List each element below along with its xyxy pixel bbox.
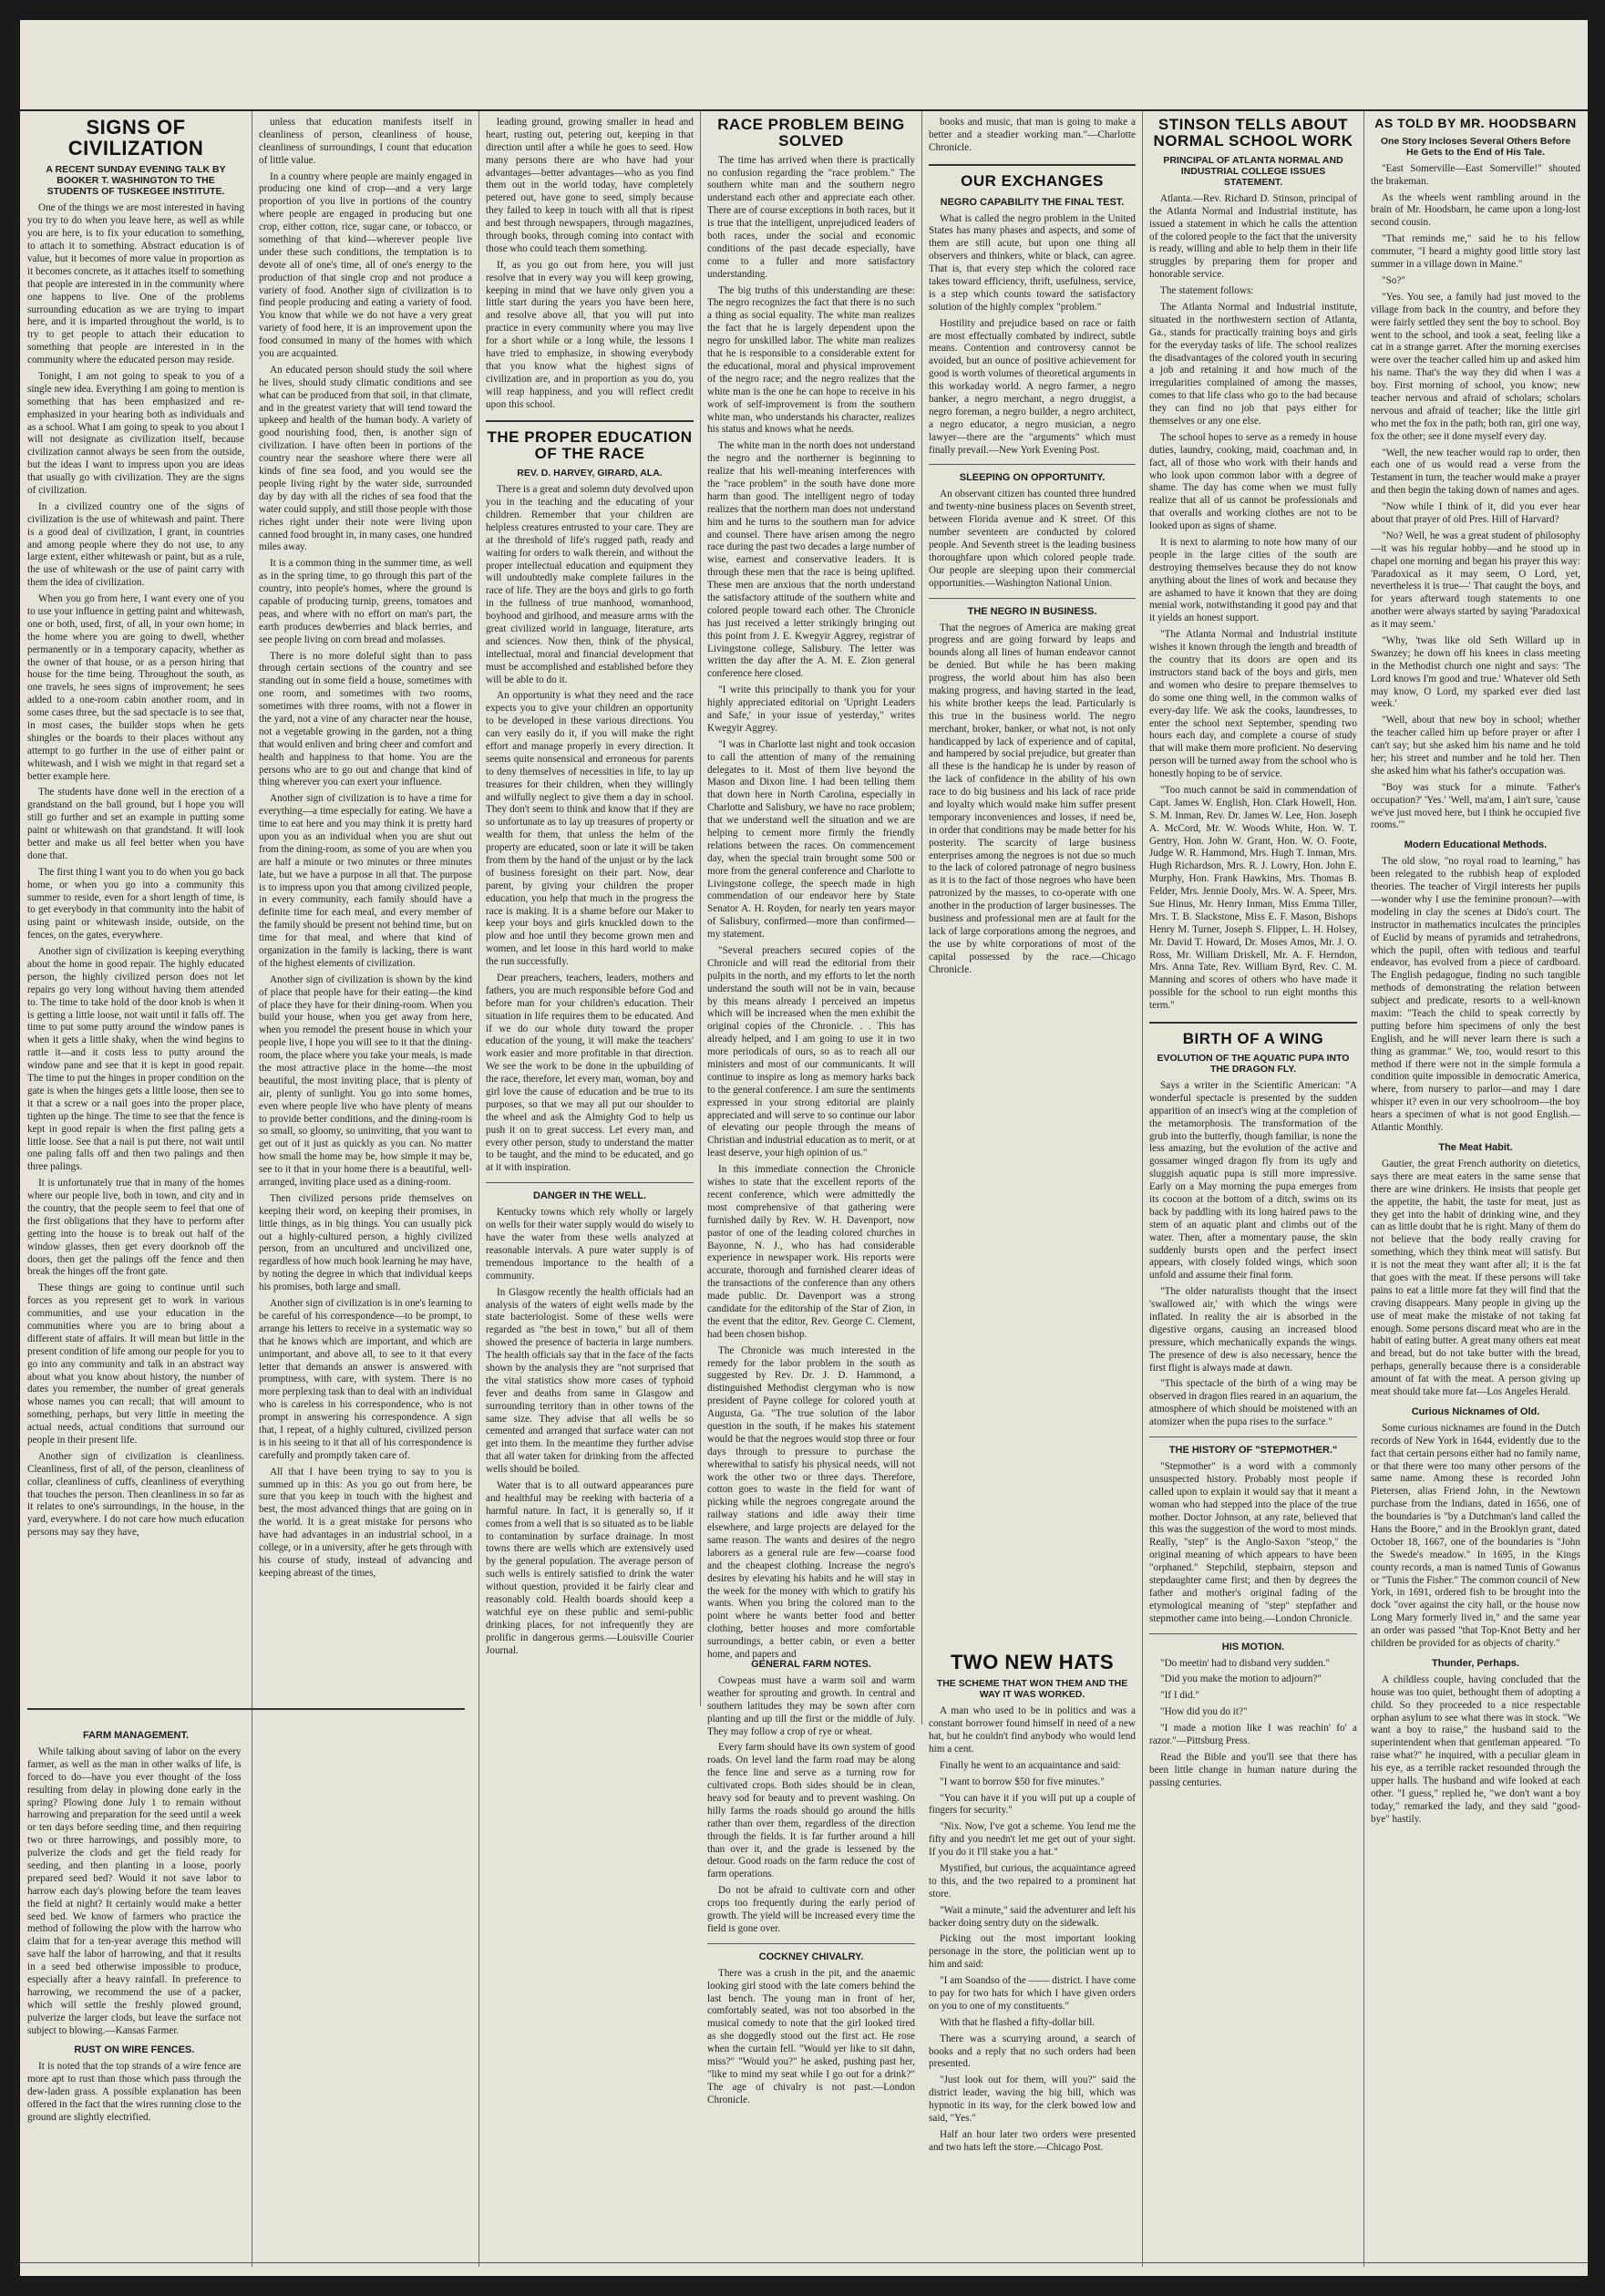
article-body [1371, 856, 1580, 1135]
column-rule [700, 111, 701, 1706]
paragraph: Tonight, I am not going to speak to you of a single new idea. Everything I am going to mention is something that has been emphasized and re-emphasized in your hearing both as individuals and as a school. What I am going to speak to you about I will not designate as civilization itself, because civilization cannot always be seen from the outside, but the ideas I want to impress upon you are ideas that usually go with civilization. They are the signs of civilization. [27, 370, 244, 496]
paragraph: "I made a motion like I was reachin' fo' a razor."—Pittsburg Press. [1149, 1723, 1357, 1747]
subhead: EVOLUTION OF THE AQUATIC PUPA INTO THE DRAGON FLY. [1157, 1052, 1350, 1075]
subhead-meat-habit: The Meat Habit. [1438, 1141, 1513, 1153]
paragraph: Dear preachers, teachers, leaders, mothers and fathers, you are much responsible before God and before man for your children's education. Their situation in life requires them to be educated. And if we do our whole duty toward the proper education of the young, it will make the teachers' work easier and more profitable in that direction. We see the work to be done in the upbuilding of the race, therefore, let every man, woman, boy and girl love the cause of education and be true to its purposes, so that we may all put our shoulder to the wheel and ask the Almighty God to help us push it on to great success. Let every man, and every other person, study to understand the matter to be taught, and the mind to be educated, and go at it with inspiration. [486, 973, 694, 1174]
headline-stinson: STINSON TELLS ABOUT NORMAL SCHOOL WORK [1153, 117, 1353, 149]
paragraph: The statement follows: [1160, 285, 1254, 297]
headline-birth-of-a-wing: BIRTH OF A WING [1182, 1029, 1324, 1047]
headline-race-problem: RACE PROBLEM BEING SOLVED [717, 117, 905, 149]
paragraph: "Boy was stuck for a minute. 'Father's occupation?' 'Yes.' 'Well, ma'am, I ain't sure, 'cause we've just moved here, but I think he occupied five rooms.'" [1371, 781, 1580, 831]
paragraph: It is noted that the top strands of a wire fence are more apt to rust than those which pass through the dew-laden grass. A possible explanation has been offered in the fact that the wires running close to the ground are slightly electrified. [27, 2061, 242, 2124]
paragraph: Water that is to all outward appearances pure and healthful may be reeking with bacteria of a harmful nature. In fact, it is generally so, if it comes from a well that is so situated as to be liable to contamination by surface drainage. In most towns there are wells which are extensively used by the general population. The average person of such wells is entirely satisfied to drink the water without question, provided it be fairly clear and reasonably cold. Health boards should keep a watchful eye on these public and semi-public drinking places, for not infrequently they are prolific in dangerous germs.—Louisville Courier Journal. [486, 1479, 694, 1656]
headline-our-exchanges: OUR EXCHANGES [961, 171, 1104, 190]
paragraph: Cowpeas must have a warm soil and warm weather for sprouting and growth. In central and southern latitudes they may be sown after corn planting and up till the first or the middle of July. They may follow a crop of rye or wheat. [707, 1675, 915, 1737]
paragraph: "I write this principally to thank you for your highly appreciated editorial on 'Upright Leaders and Safe,' in your issue of yesterday," writes Kwegyir Aggrey. [707, 685, 915, 734]
paragraph: "Just look out for them, will you?" said the district leader, waving the big bill, which was hypnotic in its way, for the clerk bowed low and said, "Yes." [929, 2075, 1136, 2125]
bottom-rule [20, 2262, 1588, 2263]
top-rule [20, 109, 1588, 111]
article-body [1371, 163, 1580, 833]
subhead-sleeping: SLEEPING ON OPPORTUNITY. [959, 472, 1106, 484]
paragraph: Gautier, the great French authority on dietetics, says there are meat eaters in the same sense that there are wine drinkers. He insists that people get the appetite, the habit, the taste for meat, just as they get into the habit of drinking wine, and they can as little doubt that he is right. Many of them do not believe that the body really craving for something, which they think meat will satisfy. But it is not the meat they want after all; it is the fat that goes with the meat. If these persons will take pains to eat a little more fat they will find that the craving disappears. Many people in giving up the use of meat make the mistake of not taking fat enough. Some persons discard meat who are in the habit of eating butter. A great many others eat meat and bread, but do not take butter with the bread, perhaps, generally because there is a considerable amount of fat with the meat. A person giving up meat should take more fat—Los Angeles Herald. [1371, 1158, 1580, 1397]
subhead: A RECENT SUNDAY EVENING TALK BY BOOKER T. WASHINGTON TO THE STUDENTS OF TUSKEGEE INSTITUTE. [46, 164, 226, 198]
subhead-stepmother: THE HISTORY OF "STEPMOTHER." [1168, 1445, 1338, 1456]
paragraph: Another sign of civilization is keeping everything about the home in good repair. The highly educated person, the highly civilized person does not let repairs go very long without having them attended to. The time to take hold of the door knob is when it is getting a little loose, not wait until it falls off. The time to put some putty around the window panes is when it gets a little shaky, when the wind begins to rattle it—and it costs less to putty around the window pane and see that it is kept in good repair. The time to put the hinges in proper condition on the gate is when the hinges gets a little loose, then see to it that a screw or a nail goes into the proper place, tighten up the hinge. The time to see that the fence is kept in good repair is when the first paling gets a little loose. See that a nail is put there, not wait until one paling falls off and then two palings and then three palings. [27, 946, 244, 1173]
paragraph: "The older naturalists thought that the insect 'swallowed air,' with which the wings were inflated. In reality the air is absorbed in the digestive organs, causing an increased blood pressure, which mechanically expands the wings. The presence of dew is also necessary, hence the first flight is always made at dawn. [1149, 1286, 1357, 1374]
article-body [707, 1675, 915, 1936]
headline-hoodsbarn: AS TOLD BY MR. HOODSBARN [1374, 117, 1577, 130]
headline-proper-education: THE PROPER EDUCATION OF THE RACE [487, 428, 693, 463]
newspaper-page [20, 20, 1588, 2276]
paragraph: "I was in Charlotte last night and took occasion to call the attention of many of the remaining delegates to it. Most of them live beyond the Mason and Dixon line. I had been telling them that down here in North Carolina, especially in Charlotte and Salisbury, we have no race problem; that we understand well the situation and we are helping to cement more firmly the friendly relations between the races. On commencement day, when the special train brought some 500 or more from the general conference and Charlotte to Livingstone college, the speech made in high commendation of our endeavor here by State Senator A. H. Royden, for nearly ten years mayor of Salisbury, confirmed—more than confirmed—my statement. [707, 738, 915, 941]
headline-general-farm-notes: GENERAL FARM NOTES. [751, 1659, 871, 1670]
subhead: THE SCHEME THAT WON THEM AND THE WAY IT WAS WORKED. [936, 1678, 1128, 1701]
paragraph: "That reminds me," said he to his fellow commuter, "I heard a mighty good little story last summer in a village down in Maine." [1371, 233, 1580, 271]
paragraph: "Wait a minute," said the adventurer and left his backer doing sentry duty on the sidewalk. [929, 1904, 1136, 1929]
section-rule [1149, 1436, 1357, 1437]
paragraph: If, as you go out from here, you will just resolve that in every way you will keep growing, keeping in mind that we have only given you a little start during the years you have been here, and resolve above all, that you will put into practice in every community where you may live for a short while or a long while, the lessons I have tried to emphasize, in showing everybody that you know what the highest signs of civilization are, and in proportion as you do, you will reap happiness, and you will reflect credit upon this school. [486, 259, 694, 410]
column-2 [259, 117, 472, 1721]
article-body [929, 489, 1136, 590]
paragraph: unless that education manifests itself in cleanliness of person, cleanliness of house, cleanliness of surroundings, I count that education of little value. [259, 117, 472, 166]
article-body [929, 213, 1136, 458]
paragraph: As the wheels went rambling around in the brain of Mr. Hoodsbarn, he came upon a long-lost second cousin. [1371, 191, 1580, 229]
paragraph: "I want to borrow $50 for five minutes." [940, 1776, 1105, 1787]
column-7 [1371, 117, 1580, 2260]
subhead-rust-on-wire-fences: RUST ON WIRE FENCES. [74, 2044, 195, 2056]
article-body [707, 1968, 915, 2107]
paragraph: Atlanta.—Rev. Richard D. Stinson, principal of the Atlanta Normal and Industrial institute, has issued a statement in which he calls the attention of the colored people to the fact that the university is ready, willing and able to help them in their life struggles by preparing them for proper and honorable service. [1149, 192, 1357, 281]
paragraph: leading ground, growing smaller in head and heart, rusting out, petering out, keeping in that direction until after a while he goes to seed. How many persons there are who have had your advantages—better advantages—who as you find them out in the world today, have completely petered out, have gone to seed, simply because they failed to keep in touch with all that is ripest and best through newspapers, through magazines, through books, through coming into contact with those who could teach them something. [486, 117, 694, 254]
subhead: One Story Incloses Several Others Before He Gets to the End of His Tale. [1380, 135, 1571, 158]
paragraph: Says a writer in the Scientific American: "A wonderful spectacle is presented by the sudden apparition of an insect's wing at the completion of the metamorphosis. The transformation of the grub into the butterfly, though familiar, is none the less amazing, but the evolution of the active and gossamer winged dragon fly from its ugly and sluggish aquatic pupa is still more impressive. Early on a May morning the pupa emerges from its cocoon at the bottom of a ditch, swims on its back by paddling with its long haired paws to the stem of an aquatic plant and climbs out of the water. Then, after a momentary pause, the skin suddenly bursts open and the perfect insect appears, with closely folded wings, which soon unfold and assume their final form. [1149, 1079, 1357, 1282]
paragraph: In a country where people are mainly engaged in producing one kind of crop—and a very large proportion of you live in portions of the country where people are engaged in producing but one crop, either cotton, rice, sugar cane, or tobacco, or something of that kind—wherever people live under these such conditions, the temptation is to devote all of one's time, all of one's energy to the production of that single crop and not produce a variety of food. Another sign of civilization is to find people producing and eating a variety of food. You know that while we do not have a very great variety of food here, it is an improvement upon the food consumed in many of the homes with which you are acquainted. [259, 170, 472, 360]
paragraph: Then civilized persons pride themselves on keeping their word, on keeping their promises, in little things, as in big things. You can usually pick out a highly-cultured person, a highly civilized person, from an uncultured and uncivilized one, regardless of how much book learning he may have, by noting the degree in which that individual keeps his promises, both large and small. [259, 1192, 472, 1293]
section-rule [27, 1708, 465, 1710]
paragraph: Half an hour later two orders were presented and two hats left the store.—Chicago Post. [929, 2128, 1136, 2153]
headline-two-new-hats: TWO NEW HATS [950, 1652, 1115, 1673]
article-body [259, 117, 472, 1580]
section-rule [929, 598, 1136, 599]
article-body [929, 623, 1136, 977]
paragraph: "This spectacle of the birth of a wing may be observed in dragon flies reared in an aquarium, the atmosphere of which should be moistened with an atomizer when the pupa rises to the surface." [1149, 1378, 1357, 1428]
paragraph: Mystified, but curious, the acquaintance agreed to this, and the two repaired to a prominent hat store. [929, 1863, 1136, 1900]
paragraph: Every farm should have its own system of good roads. On level land the farm road may be along the fence line and serve as a turning row for cultivated crops. Both sides should be in clean, heavy sod for beauty and to prevent washing. On hilly farms the roads should go around the hills rather than over them, regardless of the direction through the fields. It is far further around a hill than over it, and the grade is lessened by the detour. Good roads on the farm reduce the cost of farm operations. [707, 1742, 915, 1880]
paragraph: "So?" [1382, 274, 1405, 286]
paragraph: Another sign of civilization is shown by the kind of place that people have for their eating—the kind of place they have for their dining-room. When you build your house, when you get away from here, when you remodel the present house in which your people live, I hope you will see to it that the dining-room, the place where you take your meals, is made the most attractive place in the home—the most beautiful, the most inviting place, that is plenty of air, plenty of sunlight. You go into some homes, even where people live who have plenty of means to provide better conditions, and the dining-room is so small, so gloomy, so uninviting, that you want to get out of it just as quickly as you can. No matter how small the home may be, how simple it may be, see to it that in your home there is a beautiful, well-arranged, inviting place used as a dining-room. [259, 973, 472, 1189]
column-rule [1142, 111, 1143, 2267]
paragraph: What is called the negro problem in the United States has many phases and aspects, and some of them are still acute, but upon one thing all observers and thinkers, white or black, can agree. That is, that every step which the colored race takes toward efficiency, thrift, usefulness, service, is a step which counts toward the satisfactory solution of the highly complex "problem." [929, 212, 1136, 313]
paragraph: In a civilized country one of the signs of civilization is the use of whitewash and paint. There is a good deal of civilization, I grant, in countries and among people where they do not use, to any large extent, either whitewash or paint, but as a rule, the use of whitewash or the use of paint carry with them the idea of civilization. [27, 500, 244, 589]
column-rule [921, 111, 922, 1725]
article-body [27, 202, 244, 1539]
paragraph: That the negroes of America are making great progress and are going forward by leaps and bounds along all lines of human endeavor cannot be denied. But while he has been making progress, the world about him has also been making progress, and having started in the lead, his white brother keeps the lead. Particularly is this true in the business world. The negro merchant, broker, banker, or what not, is not only handicapped by lack of experience and of capital, and hampered by social prejudice, but greater than all these is the handicap he is under by reason of the lack of confidence in the ability of his own race to do big business and his lack of race pride and loyalty which would make him suffer present temporary inconveniences and losses, if need be, in order that conditions may be made better for his posterity. The scarcity of large business enterprises among the negroes is not due so much to the lack of colored patronage of negro business as it is to the fact of those negroes who have been patronized by the masses, to co-operate with one another in the production of larger businesses. The business and professional men are at fault for the lack of large corporations among the negroes, and the use by white corporations of most of the capital possessed by the race.—Chicago Chronicle. [929, 622, 1136, 975]
paragraph: "No? Well, he was a great student of philosophy—it was his regular hobby—and he stood up in chapel one morning and began his prayer this way: 'Paradoxical as it may seem, O Lord, yet, nevertheless it is true—' That caught the boys, and for years afterward tough statements to one another were always started by saying 'Paradoxical as it may seem.' [1371, 530, 1580, 631]
paragraph: One of the things we are most interested in having you try to do when you leave here, as well as while you are here, is to fix your education to something, to attach it to something. Abstract education is of value, but it becomes of more value in proportion as it becomes concrete, as it attaches itself to something that people are interested in in the community where one happens to live. One of the problems surrounding education as we are trying to impart here, and it is imparted throughout the world, is to try to get people to attach their education to something that people are interested in in the community where the educated person may reside. [27, 202, 244, 366]
section-rule [486, 420, 694, 422]
subhead-his-motion: HIS MOTION. [1221, 1641, 1285, 1653]
paragraph: It is a common thing in the summer time, as well as in the spring time, to go through this part of the country, into people's homes, where the ground is capable of producing turnip, greens, tomatoes and peas, and where with no effort on man's part, the earth produces dewberries and black berries, and see people living on corn bread and molasses. [259, 558, 472, 645]
paragraph: There was a crush in the pit, and the anaemic looking girl stood with the late comers behind the last bench. The young man in front of her, comfortably seated, was not too absorbed in the musical comedy to note that the girl looked tired as she doggedly stood out the first act. He rose when the curtain fell. "Would yer like to sit dahn, miss?" "Would you?" he asked, pushing past her, "like to mind my seat while I go out for a drink?" The age of chivalry is not past.—London Chronicle. [707, 1967, 915, 2106]
paragraph: The big truths of this understanding are these: The negro recognizes the fact that there is no such a thing as social equality. The white man realizes the fact that he is largely dependent upon the negro for unskilled labor. The white man realizes that he is responsible to a considerable extent for the educational, moral and physical improvement of the negro race; and the negro realizes that the white man is the one he can hope to receive in his work of self-improvement is from the southern white man, who understands his character, realizes his status and knows what he needs. [707, 284, 915, 436]
paragraph: The first thing I want you to do when you go back home, or when you go into a community this summer to reside, even for a short length of time, is to get everybody in that community into the habit of using paint or whitewash inside, outside, on the fences, on the gates, everywhere. [27, 866, 244, 942]
subhead-thunder: Thunder, Perhaps. [1432, 1657, 1519, 1669]
section-rule [707, 1943, 915, 1944]
subhead-cockney-chivalry: COCKNEY CHIVALRY. [758, 1951, 864, 1962]
two-new-hats-article [929, 1652, 1136, 2260]
paragraph: "Now while I think of it, did you ever hear about that prayer of old Pres. Hill of Harvard? [1371, 501, 1580, 525]
paragraph: "Nix. Now, I've got a scheme. You lend me the fifty and you needn't let me get out of your sight. If you do it I'll stake you a hat." [929, 1821, 1136, 1858]
paragraph: The school hopes to serve as a remedy in house duties, laundry, cooking, maid, coachman and, in fact, all of those who work with their hands and who look upon common labor with a degree of shame. The day has come when we must fully realize that all of us cannot be professionals and that overalls and working clothes are not to be looked upon as signs of shame. [1149, 431, 1357, 532]
paragraph: Another sign of civilization is to have a time for everything—a time especially for eating. We have a time to eat here and you may think it is pretty hard upon you as an individual when you are shut out from the dining-room, as some of you are when you are half a minute or two minutes or three minutes late, but we have a purpose in all that. The purpose is to impress upon you that among civilized people, in every community, each family should have a definite time for each meal, and every member of the family should be present not behind time, but on time for that meal, and where that kind of organization in the family is lacking, there is want of the highest elements of civilization. [259, 793, 472, 969]
paragraph: Kentucky towns which rely wholly or largely on wells for their water supply would do wisely to have the water from these wells analyzed at reasonable intervals. A pure water supply is of tremendous importance to the health of a community. [486, 1207, 694, 1282]
paragraph: "I am Soandso of the —— district. I have come to pay for two hats for which I have given orders on you to one of my constituents." [929, 1975, 1136, 2012]
column-1 [27, 117, 244, 1721]
paragraph: Some curious nicknames are found in the Dutch records of New York in 1644, evidently due to the fact that certain persons either had no family name, or that there were too many other persons of the same name. Among these is recorded John Pietersen, alias Friend John, in the Newtown purchase from the Indians, dated in 1656, one of the boundaries is "by a Dutchman's land called the Hans the Boore," and in the Brooklyn grant, dated October 18, 1667, one of the boundaries is "John the Swede's meadow." In 1695, in the Kings county records, a man is named Tunis of Gowanus or "Tunis the Fisher." The common council of New York, in 1691, ordered fish to be brought into the dock "over against the city hall, or the house now Long Mary formerly lived in," and the same year an order was passed "that Top-Knot Betty and her children be provided for as objects of charity." [1371, 1422, 1580, 1649]
paragraph: "The Atlanta Normal and Industrial institute wishes it known through the length and breadth of the country that its doors are open and its instructors stand back of the boys and girls, men and women who desire to prepare themselves to do some one thing well, in the common walks of every-day life. We ask the cooks, laundresses, to enter the school next September, spending two hours each day, and complete a course of study that will make them more proficient. No deserving person will be turned away from the school who is honestly hoping to be of service. [1149, 629, 1357, 780]
paragraph: While talking about saving of labor on the every farmer, as well as the man in other walks of life, is forced to do—have you ever thought of the loss resulting from delay in plowing done early in the spring? Plowing done July 1 to remain without harrowing and preparation for the seed until a week or ten days before seeding time, and then requiring two or three harrowings, and possibly more, to pulverize the clods and get the field ready for seeding, and then planting in a loose, poorly prepared seed bed? Would it not save labor to harrow each day's plowing before the team leaves the field at night? It certainly would make a better seed bed. We know of farmers who practice the method of following the plow with the harrow who claim that for a ten-year average this method will save half the labor of harrowing, and that it results in a seed bed otherwise impossible to produce, especially after a heavy rainfall. In preference to harrowing, we recommend the use of a packer, which will settle the freshly plowed ground, pulverize the larger clods, but leave the surface not subject to blowing.—Kansas Farmer. [27, 1746, 242, 2036]
paragraph: Picking out the most important looking personage in the store, the politician went up to him and said: [929, 1933, 1136, 1971]
paragraph: Do not be afraid to cultivate corn and other crops too frequently during the early period of growth. The yield will be increased every time the field is gone over. [707, 1885, 915, 1934]
paragraph: Finally he went to an acquaintance and said: [940, 1759, 1121, 1771]
article-body [929, 1705, 1136, 2155]
column-rule [1363, 111, 1364, 2267]
column-5 [929, 117, 1136, 1721]
paragraph: Another sign of civilization is in one's learning to be careful of his correspondence—to be prompt, to arrange his letters to receive in a systematic way so that he knows which are important, and which are unimportant, and above all, to see to it that every letter that demands an answer is answered with promptness, with care, with system. There is no more perplexing task than to deal with an individual who is careless in his correspondence, who is not prompt in answering his correspondence. A sign that, I repeat, of a highly cultured, civilized person is in his seeing to it that all of his correspondence is carefully and promptly taken care of. [259, 1298, 472, 1461]
column-3 [486, 117, 694, 1721]
paragraph: "You can have it if you will put up a couple of fingers for security." [929, 1792, 1136, 1817]
article-body [1371, 1674, 1580, 1827]
subhead: PRINCIPAL OF ATLANTA NORMAL AND INDUSTRIAL COLLEGE ISSUES STATEMENT. [1163, 154, 1343, 188]
article-body [1149, 1658, 1357, 1790]
paragraph: The time has arrived when there is practically no confusion regarding the "race problem." The southern white man and the southern negro understand each other and appreciate each other. There are of course exceptions in both races, but it is true that the intelligent, unprejudiced leaders of both races, under the social and economic conditions of the past decade especially, have come to a fuller and more satisfactory understanding. [707, 154, 915, 280]
section-rule [486, 1182, 694, 1183]
paragraph: There is a great and solemn duty devolved upon you in the teaching and the educating of your children. Remember that your children are helpless creatures entrusted to your care. They are at the threshold of life's rugged path, ready and waiting for orders to walk therein, and without the proper intellectual education and equipment they will undoubtedly make complete failures in the race of life. They are the boys and girls to go forth in the fullness of true manhood, womanhood, boyhood and girlhood, and measure arms with the great civilized world in language, literature, arts and sciences. Now then, think of the physical, intellectual, moral and financial development that must be accomplished and established before they will be able to do it. [486, 484, 694, 685]
paragraph: The students have done well in the erection of a grandstand on the ball ground, but I hope you will still go further and set an example in putting some paint or whitewash on that grandstand. It will look better and make us all feel better when you have done that. [27, 787, 244, 861]
farm-management-article [27, 1723, 702, 2260]
paragraph: Hostility and prejudice based on race or faith are most effectually combated by indirect, subtle means. Contention and controversy cannot be avoided, but an ounce of positive achievement for good is worth volumes of theoretical arguments in this workaday world. A negro farmer, a negro banker, a negro merchant, a negro druggist, a negro foreman, a negro builder, a negro architect, a negro educator, a negro musician, a negro lawyer—there are the "arguments" which must finally prevail.—New York Evening Post. [929, 317, 1136, 456]
paragraph: "Did you make the motion to adjourn?" [1160, 1673, 1322, 1685]
paragraph: "Why, 'twas like old Seth Willard up in Swanzey; he down off his knees in class meeting in the Methodist church one night and says: 'The Lord knows I'm good and true.' Whatever old Seth may know, O Lord, my sparked ever died last week.' [1371, 634, 1580, 710]
paragraph: The old slow, "no royal road to learning," has been relegated to the rubbish heap of exploded theories. The teacher of Virgil interests her pupils—wonder why I use the feminine pronoun?—with modeling in clay the scenes at Dido's court. The instructor in mathematics inculcates the principles of Euclid by means of pyramids and tetrahedrons, which the pupil, often with tedious and tearful endeavor, has evolved from a piece of cardboard. The English pedagogue, finding no such tangible methods of demonstrating the relation between subject and predicate, resorts to a well-known maxim: "Teach the child to speak correctly by putting before him specimens of only the best English, and he will never learn there is such a thing as grammar." We, too, would resort to this method if there were not in the simple formula a condition quite impossible in democratic America, where, from nursery to parlor—and may I dare whisper it? even in our very schoolroom—the boy hears a specimen of what is not good English.—Atlantic Monthly. [1371, 856, 1580, 1134]
paragraph: "East Somerville—East Somerville!" shouted the brakeman. [1371, 162, 1580, 187]
subhead-curious-nicknames: Curious Nicknames of Old. [1411, 1405, 1540, 1417]
headline-farm-management: FARM MANAGEMENT. [82, 1730, 190, 1741]
paragraph: "Do meetin' had to disband very sudden." [1160, 1657, 1331, 1669]
paragraph: Another sign of civilization is cleanliness. Cleanliness, first of all, of the person, cleanliness of collar, cleanliness of cuffs, cleanliness of everything that touches the person. Then cleanliness in so far as it relates to one's surroundings, in the house, in the yard, everywhere. I do not care how much education persons may say they have, [27, 1450, 244, 1539]
article-body [27, 1746, 702, 2220]
paragraph: It is unfortunately true that in many of the homes where our people live, both in town, and city and in the country, that the people seem to feel that one of the first obligations that they have to perform after getting into the house is to break out half of the window glasses, then get every doorknob off the doors, then get the palings off the fence and then break the hinges off the front gate. [27, 1178, 244, 1278]
section-rule [1149, 1633, 1357, 1634]
byline: REV. D. HARVEY, GIRARD, ALA. [517, 468, 663, 479]
paragraph: A man who used to be in politics and was a constant borrower found himself in need of a new hat, but he couldn't find anybody who would lend him a cent. [929, 1705, 1136, 1755]
paragraph: When you go from here, I want every one of you to use your influence in getting paint and whitewash, one or both, used, first, of all, in your own home; in the home where you are going to dwell, whether permanently or in a temporary capacity, whether as the owner of that house, or as a person hiring that house for the time being. Throughout the south, as one travels, he sees signs of improvement; he sees added to a one-room cabin another room, and in some cases three, but the sad spectacle is to see that, in most cases, the builder stops when he gets shingles or the boards to their places without any attempt to go further in the use of either paint or whitewash, and I wish we might in that regard set a better example here. [27, 593, 244, 782]
paragraph: Read the Bible and you'll see that there has been little change in human nature during the passing centuries. [1149, 1751, 1357, 1788]
subhead-negro-in-business: THE NEGRO IN BUSINESS. [967, 605, 1097, 617]
paragraph: A childless couple, having concluded that the house was too quiet, bethought them of adopting a child. So they proceeded to a nice respectable orphan asylum to see what there was in stock. "We want a boy to raise," the husband said to the superintendent when that gentleman appeared. "To raise what?" he inquired, with a peculiar gleam in his eye, as a terrible racket resounded through the upper halls. The husband and wife looked at each other. "I guess," replied he, "we don't want a boy today," remarked the lady, and they said "good-bye" hastily. [1371, 1673, 1580, 1825]
paragraph: In this immediate connection the Chronicle wishes to state that the excellent reports of the recent conference, which were admittedly the most comprehensive of that gathering were furnished daily by Rev. W. H. Davenport, now pastor of one of the leading colored churches in Bayonne, N. J., who has had considerable experience in newspaper work. His reports were accurate, thorough and furnished clearer ideas of the transactions of the conference than any others made public. Dr. Davenport was a strong candidate for the editorship of the Star of Zion, in the event that the editor, Rev. George C. Clement, had been chosen bishop. [707, 1164, 915, 1340]
paragraph: The Atlanta Normal and Industrial institute, situated in the northwestern section of Atlanta, Ga., stands for practically training boys and girls for the everyday tasks of life. The school realizes the disadvantages of the colored youth in securing a job and retaining it and how much of the irregularities complained of among the masses, comes to that life class who go to the bad because they can find no job that pays either for themselves or any one else. [1149, 302, 1357, 427]
article-body [486, 117, 694, 411]
paragraph: With that he flashed a fifty-dollar bill. [940, 2016, 1096, 2028]
paragraph: "Several preachers secured copies of the Chronicle and will read the editorial from their pulpits in the north, and my efforts to let the north understand the south will not be in vain, because by this means already I perceived an impetus which will be increased when the men exhibit the original copies of the Chronicle. . . This has already helped, and I am going to use it in two more periodicals of ours, so as to reach all our ministers and most of our communicants. It will continue to inspire as long as memory harks back to the general conference. I am sure the sentiments expressed in your strong editorial are plainly appreciated and will serve to so continue our labor of elevating our people through the means of Christian and industrial education as to merit, or at least deserve, your high opinion of us." [707, 945, 915, 1159]
article-continuation [929, 117, 1136, 155]
paragraph: The white man in the north does not understand the negro and the northerner is beginning to realize that his well-meaning interferences with the "race problem" in the south have done more harm than good. The intelligent negro of today realizes that the northern man does not understand him and he turns to the southern man for advice and counsel. There have arisen among the negro race during the past two decades a large number of wise, earnest and conservative leaders. It is through these men that the race is being uplifted. These men are anxious that the north understand the satisfactory attitude of the southern white and colored people toward each other. The Chronicle has just received a letter strikingly bringing out this point from J. E. Kwegyir Aggrey, registrar of Livingstone college, Salisbury. The letter was written the day after the A. M. E. Zion general conference here closed. [707, 440, 915, 680]
paragraph: "Well, about that new boy in school; whether the teacher called him up before prayer or after I can't say; but she asked him his name and he told her; his street and number and he told her. Then she asked him what his father's occupation was. [1371, 715, 1580, 777]
paragraph: All that I have been trying to say to you is summed up in this: As you go out from here, be sure that you keep in touch with the highest and best, the most advanced things that are going on in the world. It is a great mistake for persons who have had advantages in an industrial school, in a college, or in a university, after he gets through with his course of study, instead of advancing and keeping abreast of the times, [259, 1466, 472, 1579]
paragraph: "Too much cannot be said in commendation of Capt. James W. English, Hon. Clark Howell, Hon. S. M. Inman, Rev. Dr. James W. Lee, Hon. Joseph A. McCord, Mr. W. Woods White, Hon. W. T. Gentry, Hon. John W. Grant, Hon. W. O. Foote, Judge W. R. Hammond, Mrs. Hugh T. Inman, Mrs. Hugh Richardson, Mrs. R. J. Lowry, Hon. John E. Murphy, Hon. Frank Hawkins, Mrs. Thomas B. Felder, Mrs. Jennie Dooly, Mrs. W. A. Speer, Mrs. Sue Hinus, Mr. Henry Inman, Miss Emma Tiller, Mrs. T. B. Slackstone, Miss E. F. Mason, Bishops Henry M. Turner, Joseph S. Flipper, L. H. Holsey, Mr. David T. Howard, Dr. Moses Amos, Mr. J. O. Ross, Mr. William Driskell, Mr. A. F. Herndon, Mrs. Anna Tate, Rev. William Byrd, Rev. C. M. Manning and scores of others who have made it possible for the school to run eight months this term." [1149, 784, 1357, 1012]
paragraph: An educated person should study the soil where he lives, should study climatic conditions and see what can be produced from that soil, in that climate, and in the greatest variety that will tend toward the upkeep and health of the human body. A variety of good nourishing food, then, is another sign of civilization. I have often been in portions of the country near the seashore where there were all kinds of fine sea food, and you would see the people living right by the water side, surrounded day by day with all the riches of sea food that the water could supply, and still those people with those riches right under their note were living upon canned food brought in, in many cases, one hundred miles away. [259, 364, 472, 553]
section-rule [929, 464, 1136, 465]
article-body [1149, 1080, 1357, 1429]
article-body [1149, 193, 1357, 1013]
paragraph: books and music, that man is going to make a better and a steadier working man."—Charlotte Chronicle. [929, 117, 1136, 153]
headline-signs-of-civilization: SIGNS OF CIVILIZATION [67, 117, 204, 160]
column-6 [1149, 117, 1357, 2260]
paragraph: An observant citizen has counted three hundred and twenty-nine business places on Seventh street, between Florida avenue and K street. Of this number seventeen are conducted by colored people. And Seventh street is the leading business thoroughfare upon which colored people trade. Our people are sleeping upon their commercial opportunities.—Washington National Union. [929, 489, 1136, 589]
article-body [1371, 1423, 1580, 1651]
subhead-negro-capability: NEGRO CAPABILITY THE FINAL TEST. [940, 196, 1125, 208]
section-rule [1149, 1022, 1357, 1024]
general-farm-notes-article [707, 1652, 915, 2260]
paragraph: "Well, the new teacher would rap to order, then each one of us would read a verse from the Testament in turn, the teacher would make a prayer and then begin the taking down of names and ages. [1371, 447, 1580, 497]
paragraph: An opportunity is what they need and the race expects you to give your children an opportunity to be developed in these various directions. You can very easily do it, if you will make the right effort and manage properly in every direction. It seems quite nonsensical and erroneous for parents to deny themselves of necessities in life, to lay up treasures for their children, when they willingly and wilfully neglect to give them a day in school. They don't seem to think and know that if they are so unfortunate as to lay up treasures of property or wealth for them, that unless the helm of the property are educated, soon or late it will be taken from them by the hand of the unjust or by the lack of business foresight on their part. Now, dear parent, by giving your children the proper education, you help that much in the progress the race is making. It is a shame before our Maker to keep your boys and girls knuckled down to the plow and hoe until they become grown men and women, and let loose in this hard world to make the run successfully. [486, 690, 694, 968]
article-body [707, 155, 915, 1662]
headline-danger-in-well: DANGER IN THE WELL. [532, 1190, 647, 1202]
paragraph: "If I did." [1160, 1690, 1199, 1702]
article-body [1371, 1158, 1580, 1399]
paragraph: There was a scurrying around, a search of books and a reply that no such orders had been presented. [929, 2033, 1136, 2070]
paragraph: "Stepmother" is a word with a commonly unsuspected history. Probably most people if called upon to explain it would say that it meant a woman who had stepped into the place of the true mother. Doctor Johnson, at any rate, believed that this was the suggestion of the word to most minds. Really, "step" is the Anglo-Saxon "steop," the original meaning of which appears to have been "orphaned." Stepchild, stepbairn, stepson and stepdaughter came first; and then by degrees the father and mother's original fading of the etymological meaning of "step" stepfather and stepmother came into being.—London Chronicle. [1149, 1461, 1357, 1624]
article-body [486, 484, 694, 1175]
column-4 [707, 117, 915, 1721]
paragraph: These things are going to continue until such forces as you represent get to work in various communities, and use your education in the communities where you are to bring about a different state of affairs. It will mean but little in the present condition of life among our people for you to go into any community and talk in an abstract way about what you know about history, the number of dates you remember, the number of great generals whose names you can recall; that will amount to something, perhaps, but very little in meeting the actual needs, actual conditions that surround our people in their present life. [27, 1282, 244, 1446]
paragraph: "Yes. You see, a family had just moved to the village from back in the country, and before they were fairly settled they sent the boy to school. Boy went to the school, and took a seat, feeling like a cat in a strange garret. After the morning exercises were over the teacher called him up and asked him his name. That's the way they did when I was a boy. First morning of school, you know; new teacher nervous and afraid of scholars; scholars nervous and afraid of teacher; like the little girl who met the fox in the path; both ran, girl one way, fox the other; see it done myself every day. [1371, 291, 1580, 442]
paragraph: "How did you do it?" [1160, 1706, 1248, 1718]
paragraph: In Glasgow recently the health officials had an analysis of the waters of eight wells made by the state bacteriologist. Some of these wells were regarded as "the best in town," but all of them showed the presence of bacteria in large numbers. The health officials say that in the face of the facts shown by the analysis they are "not surprised that the vital statistics show more cases of typhoid fever and deaths from same in Glasgow and surrounding territory than in other towns of the same size. They advise that all wells be so cemented and arranged that surface water can not get into them. In the meantime they further advise that all water taken for drinking from the affected wells should be boiled. [486, 1286, 694, 1476]
subhead-modern-educational: Modern Educational Methods. [1404, 839, 1548, 851]
paragraph: It is next to alarming to note how many of our people in the large cities of the south are destroying themselves because they do not know anything about the lines of work and because they are ashamed to have it known that they are doing menial work, notwithstanding it good pay and that it yields an honest support. [1149, 537, 1357, 624]
article-body [486, 1207, 694, 1657]
article-body [1149, 1461, 1357, 1626]
paragraph: There is no more doleful sight than to pass through certain sections of the country and see standing out in some field a house, sometimes with one room, and sometimes with two rooms, sometimes with three rooms, with not a flower in the yard, not a vine of any character near the house, not a vegetable growing in the garden, not a thing that would enliven and bring cheer and comfort and health and happiness to that home. You are the persons who are to go out and change that kind of thing wherever you can exert your influence. [259, 650, 472, 788]
paragraph: The Chronicle was much interested in the remedy for the labor problem in the south as suggested by Rev. Dr. J. D. Hammond, a distinguished Methodist clergyman who is now president of Payne college for colored youth at Augusta, Ga. "The true solution of the labor question in the south, if he makes his statement would be that the negroes would stop three or four days through to pressure to purchase the wherewithal to satisfy his physical needs, will not work the other two or three days. Therefore, cotton goes to waste in the field for want of picking while the negroes congregate around the railway stations and idle away their time elsewhere, and large projects are delayed for the same reason. The wants and desires of the negro laborers as a general rule are few—coarse food and the cheapest clothing. Increase the negro's desires by elevating his habits and he will stay in the week for the money with which to gratify his wants. When you bring the colored man to the point where he wants better food and better clothing, better houses and more comfortable surroundings, a better cabin, or even a better home, and papers and [707, 1344, 915, 1660]
section-rule [929, 164, 1136, 166]
